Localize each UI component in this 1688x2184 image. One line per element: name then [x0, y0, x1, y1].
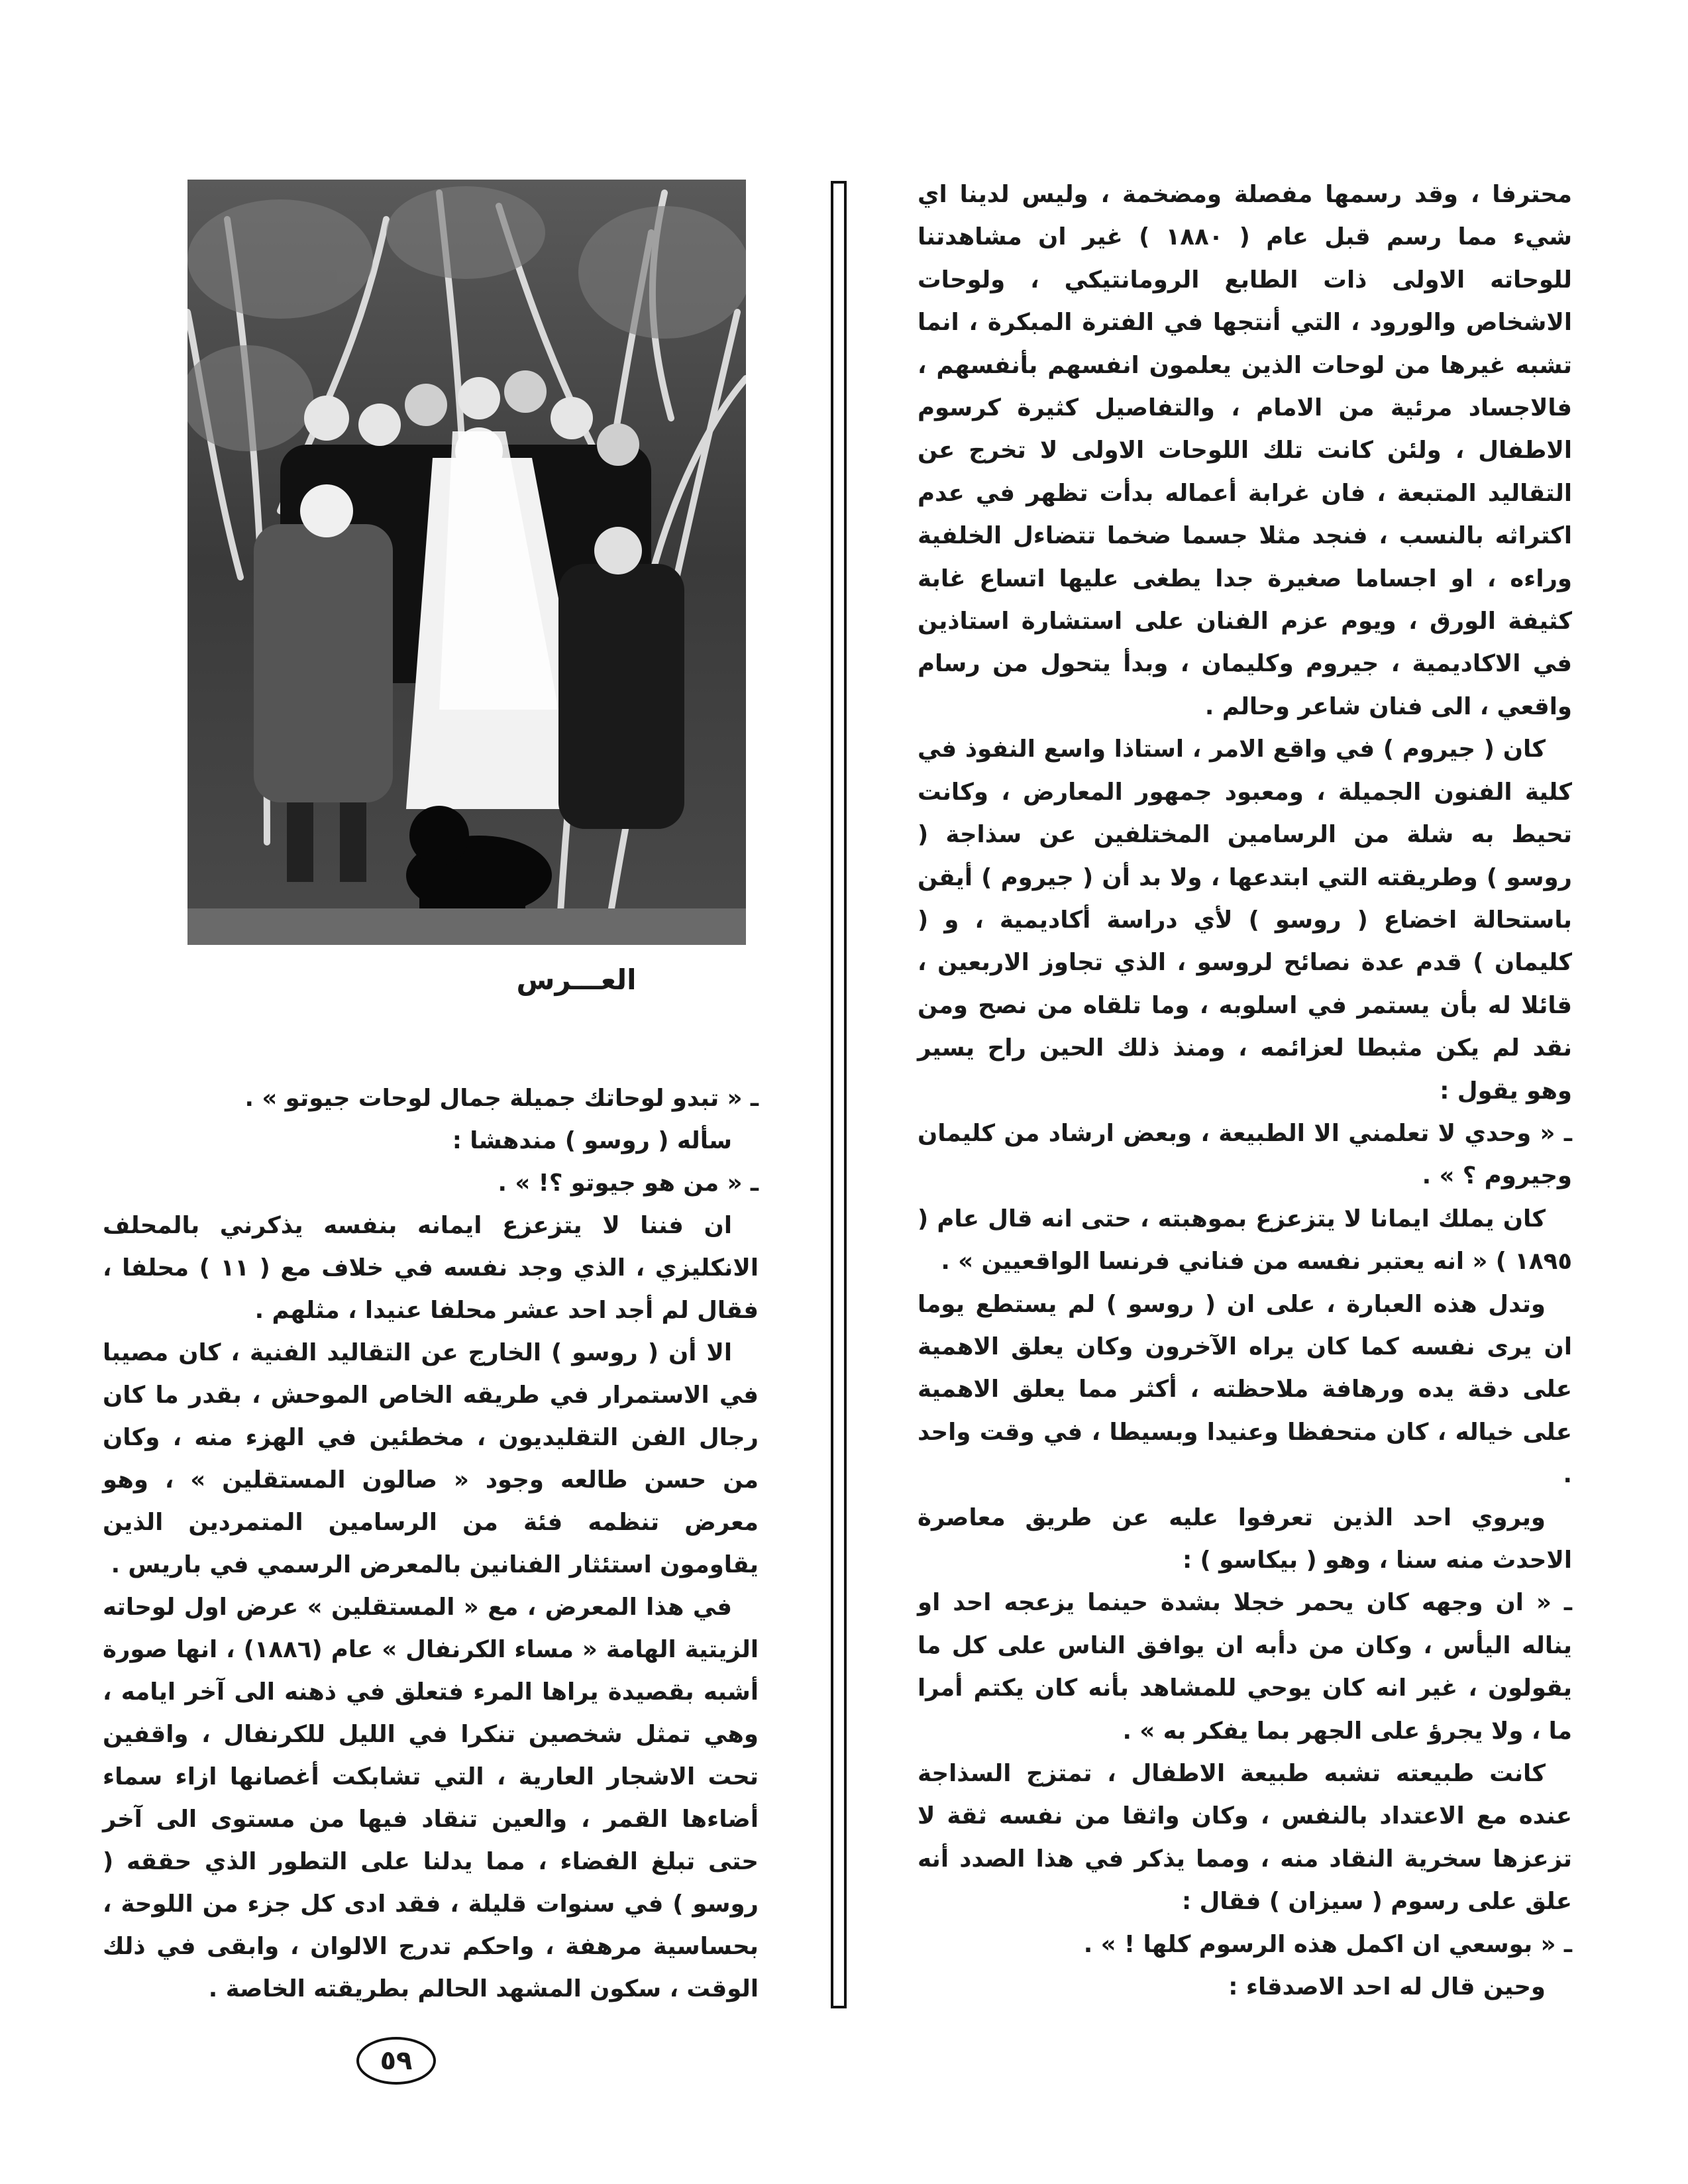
paragraph: ويروي احد الذين تعرفوا عليه عن طريق معاصرة الاحدث منه سنا ، وهو ( بيكاسو ) :	[918, 1503, 1572, 1574]
paragraph: ان فننا لا يتزعزع ايمانه بنفسه يذكرني بالمحلف الانكليزي ، الذي وجد نفسه في خلاف مع ( ١١ ) محلفا ، فقال لم أجد احد عشر محلفا عنيدا ، مثلهم .	[103, 1212, 759, 1324]
column-divider-rule	[831, 181, 847, 2008]
painting-wedding-image	[187, 180, 746, 945]
text-column-right	[918, 174, 1572, 2008]
paragraph: كان يملك ايمانا لا يتزعزع بموهبته ، حتى انه قال عام ( ١٨٩٥ ) « انه يعتبر نفسه من فناني فرنسا الواقعيين » .	[918, 1205, 1572, 1276]
paragraph: كان ( جيروم ) في واقع الامر ، استاذا واسع النفوذ في كلية الفنون الجميلة ، ومعبود جمهور المعارض ، وكانت تحيط به شلة من الرسامين المختلفين عن سذاجة ( روسو ) وطريقته التي ابتدعها ، ولا بد أن ( جيروم ) أيقن باستحالة اخضاع ( روسو ) لأي دراسة أكاديمية ، و ( كليمان ) قدم عدة نصائح لروسو ، الذي تجاوز الاربعين ، قائلا له بأن يستمر في اسلوبه ، وما تلقاه من نصح ومن نقد لم يكن مثبطا لعزائمه ، ومنذ ذلك الحين راح يسير وهو يقول :	[918, 736, 1572, 1105]
figure-caption: العـــرس	[516, 963, 637, 996]
paragraph: سأله ( روسو ) مندهشا :	[452, 1127, 732, 1154]
paragraph: محترفا ، وقد رسمها مفصلة ومضخمة ، وليس لدينا اي شيء مما رسم قبل عام ( ١٨٨٠ ) غير ان مشاهدتنا للوحاته الاولى ذات الطابع الرومانتيكي ، ولوحات الاشخاص والورود ، التي أنتجها في الفترة المبكرة ، انما تشبه غيرها من لوحات الذين يعلمون انفسهم بأنفسهم ، فالاجساد مرئية من الامام ، والتفاصيل كثيرة كرسوم الاطفال ، ولئن كانت تلك اللوحات الاولى لا تخرج عن التقاليد المتبعة ، فان غرابة أعماله بدأت تظهر في عدم اكتراثه بالنسب ، فنجد مثلا جسما ضخما تتضاءل الخلفية وراءه ، او اجساما صغيرة جدا يطغى عليها اتساع غابة كثيفة الورق ، ويوم عزم الفنان على استشارة استاذين في الاكاديمية ، جيروم وكليمان ، وبدأ يتحول من رسام واقعي ، الى فنان شاعر وحالم .	[918, 181, 1572, 720]
painting-illustration	[187, 180, 746, 945]
paragraph: ـ « من هو جيوتو ؟! » .	[498, 1170, 759, 1197]
text-column-left	[103, 1077, 759, 2010]
page-number: ٥٩	[356, 2037, 436, 2085]
paragraph: وحين قال له احد الاصدقاء :	[1228, 1973, 1546, 2001]
paragraph: الا أن ( روسو ) الخارج عن التقاليد الفنية ، كان مصيبا في الاستمرار في طريقه الخاص الموحش ، بقدر ما كان رجال الفن التقليديون ، مخطئين في الهزء منه ، وكان من حسن طالعه وجود « صالون المستقلين » ، وهو معرض تنظمه فئة من الرسامين المتمردين الذين يقاومون استئثار الفنانين بالمعرض الرسمي في باريس .	[103, 1339, 759, 1578]
paragraph: ـ « وحدي لا تعلمني الا الطبيعة ، وبعض ارشاد من كليمان وجيروم ؟ » .	[918, 1119, 1572, 1190]
paragraph: في هذا المعرض ، مع « المستقلين » عرض اول لوحاته الزيتية الهامة « مساء الكرنفال » عام (١٨٨٦) ، انها صورة أشبه بقصيدة يراها المرء فتعلق في ذهنه الى آخر ايامه ، وهي تمثل شخصين تنكرا في الليل للكرنفال ، واقفين تحت الاشجار العارية ، التي تشابكت أغصانها ازاء سماء أضاءها القمر ، والعين تنقاد فيها من مستوى الى آخر حتى تبلغ الفضاء ، مما يدلنا على التطور الذي حققه ( روسو ) في سنوات قليلة ، فقد ادى كل جزء من اللوحة ، بحساسية مرهفة ، واحكم تدرج الالوان ، وابقى في ذلك الوقت ، سكون المشهد الحالم بطريقته الخاصة .	[103, 1594, 759, 2002]
paragraph: ـ « تبدو لوحاتك جميلة جمال لوحات جيوتو » .	[244, 1085, 759, 1112]
paragraph: ـ « بوسعي ان اكمل هذه الرسوم كلها ! » .	[1083, 1930, 1572, 1958]
paragraph: ـ « ان وجهه كان يحمر خجلا بشدة حينما يزعجه احد او يناله اليأس ، وكان من دأبه ان يوافق الناس على كل ما يقولون ، غير انه كان يوحي للمشاهد بأنه كان يكتم أمرا ما ، ولا يجرؤ على الجهر بما يفكر به » .	[918, 1589, 1572, 1745]
paragraph: وتدل هذه العبارة ، على ان ( روسو ) لم يستطع يوما ان يرى نفسه كما كان يراه الآخرون وكان يعلق الاهمية على دقة يده ورهافة ملاحظته ، أكثر مما يعلق الاهمية على خياله ، كان متحفظا وعنيدا وبسيطا ، في وقت واحد .	[918, 1290, 1572, 1489]
paragraph: كانت طبيعته تشبه طبيعة الاطفال ، تمتزج السذاجة عنده مع الاعتداد بالنفس ، وكان واثقا من نفسه ثقة لا تزعزها سخرية النقاد منه ، ومما يذكر في هذا الصدد أنه علق على رسوم ( سيزان ) فقال :	[918, 1760, 1572, 1916]
